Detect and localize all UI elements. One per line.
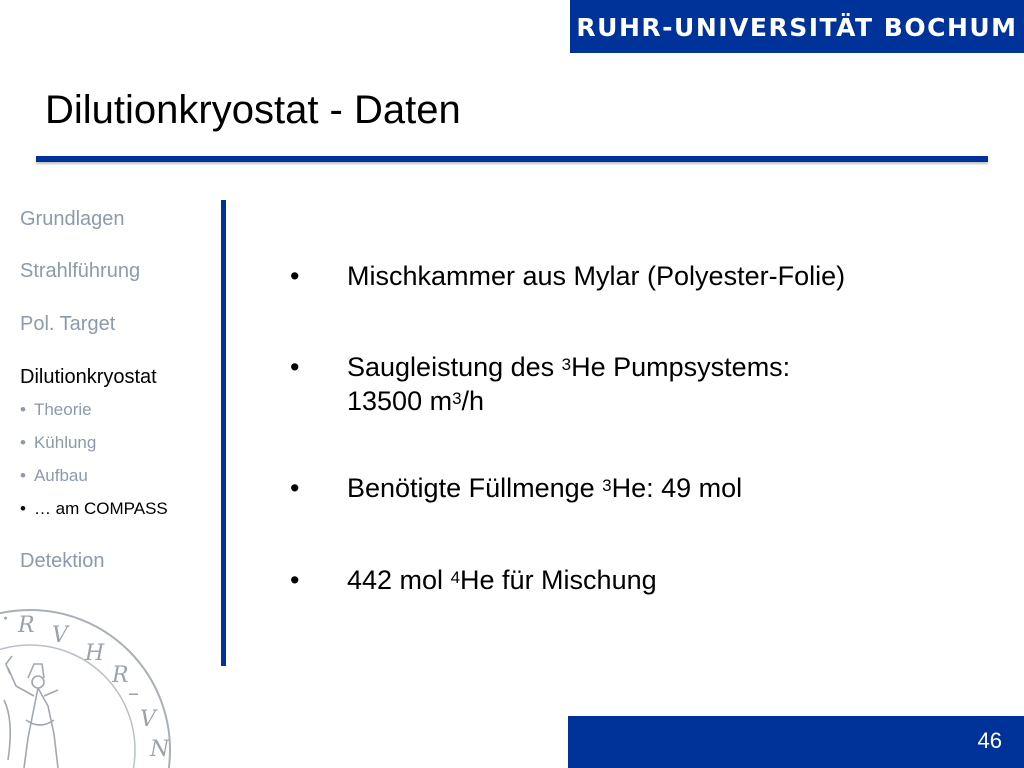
nav-bullet: • [20,433,26,452]
seal-letter: R [18,613,35,638]
nav-subitem-label: Theorie [33,400,92,419]
nav-bullet: • [20,499,26,518]
bullet-dot: • [290,473,300,503]
nav-item-detektion[interactable]: Detektion [20,550,105,572]
bullet-item-fuellmenge [290,471,990,505]
bullet-dot: • [290,565,300,595]
nav-item-grundlagen[interactable]: Grundlagen [20,208,125,230]
nav-item-dilutionkryostat[interactable]: Dilutionkryostat [20,366,157,388]
seal-letter: H [85,641,105,666]
nav-item-strahlfuehrung[interactable]: Strahlführung [20,260,141,282]
university-seal-watermark [0,600,175,768]
bullet-item-saugleistung [290,350,990,418]
seal-letter: V [52,623,68,648]
nav-item-pol-target[interactable]: Pol. Target [20,313,116,335]
bullet-dot: • [290,261,300,291]
footer-bar [568,716,1024,768]
nav-subitem-label: Kühlung [33,433,97,452]
seal-letter: R [112,663,129,688]
nav-subitem-label: … am COMPASS [33,499,168,518]
university-name: RUHR-UNIVERSITÄT BOCHUM [576,13,1018,42]
nav-subitem-aufbau[interactable] [20,466,88,486]
title-underline [36,156,988,162]
seal-dot: · [2,607,9,632]
nav-subitem-am-compass[interactable] [20,499,168,519]
bullet-text: Benötigte Füllmenge $^3$He: 49 mol [347,473,743,503]
nav-subitem-theorie[interactable] [20,400,92,420]
university-brand-bar [570,0,1024,53]
bullet-text: Mischkammer aus Mylar (Polyester-Folie) [347,261,846,291]
page-number: 46 [977,728,1002,753]
bullet-text: 442 mol $^4$He für Mischung [347,565,657,595]
nav-subitem-kuehlung[interactable] [20,433,96,453]
seal-letter: N [150,737,170,762]
seal-letter: V [140,707,156,732]
navigation-divider [221,200,226,666]
bullet-item-mischung [290,563,990,597]
nav-bullet: • [20,400,26,419]
bullet-dot: • [290,352,300,382]
slide-title: Dilutionkryostat - Daten [45,88,461,132]
seal-figure-icon [4,656,58,768]
seal-dash: – [128,681,139,706]
nav-bullet: • [20,466,26,485]
bullet-text: Saugleistung des $^3$He Pumpsystems: 13500 $m^3/h$ [347,352,791,416]
bullet-item-mischkammer [290,259,990,293]
nav-subitem-label: Aufbau [33,466,88,485]
